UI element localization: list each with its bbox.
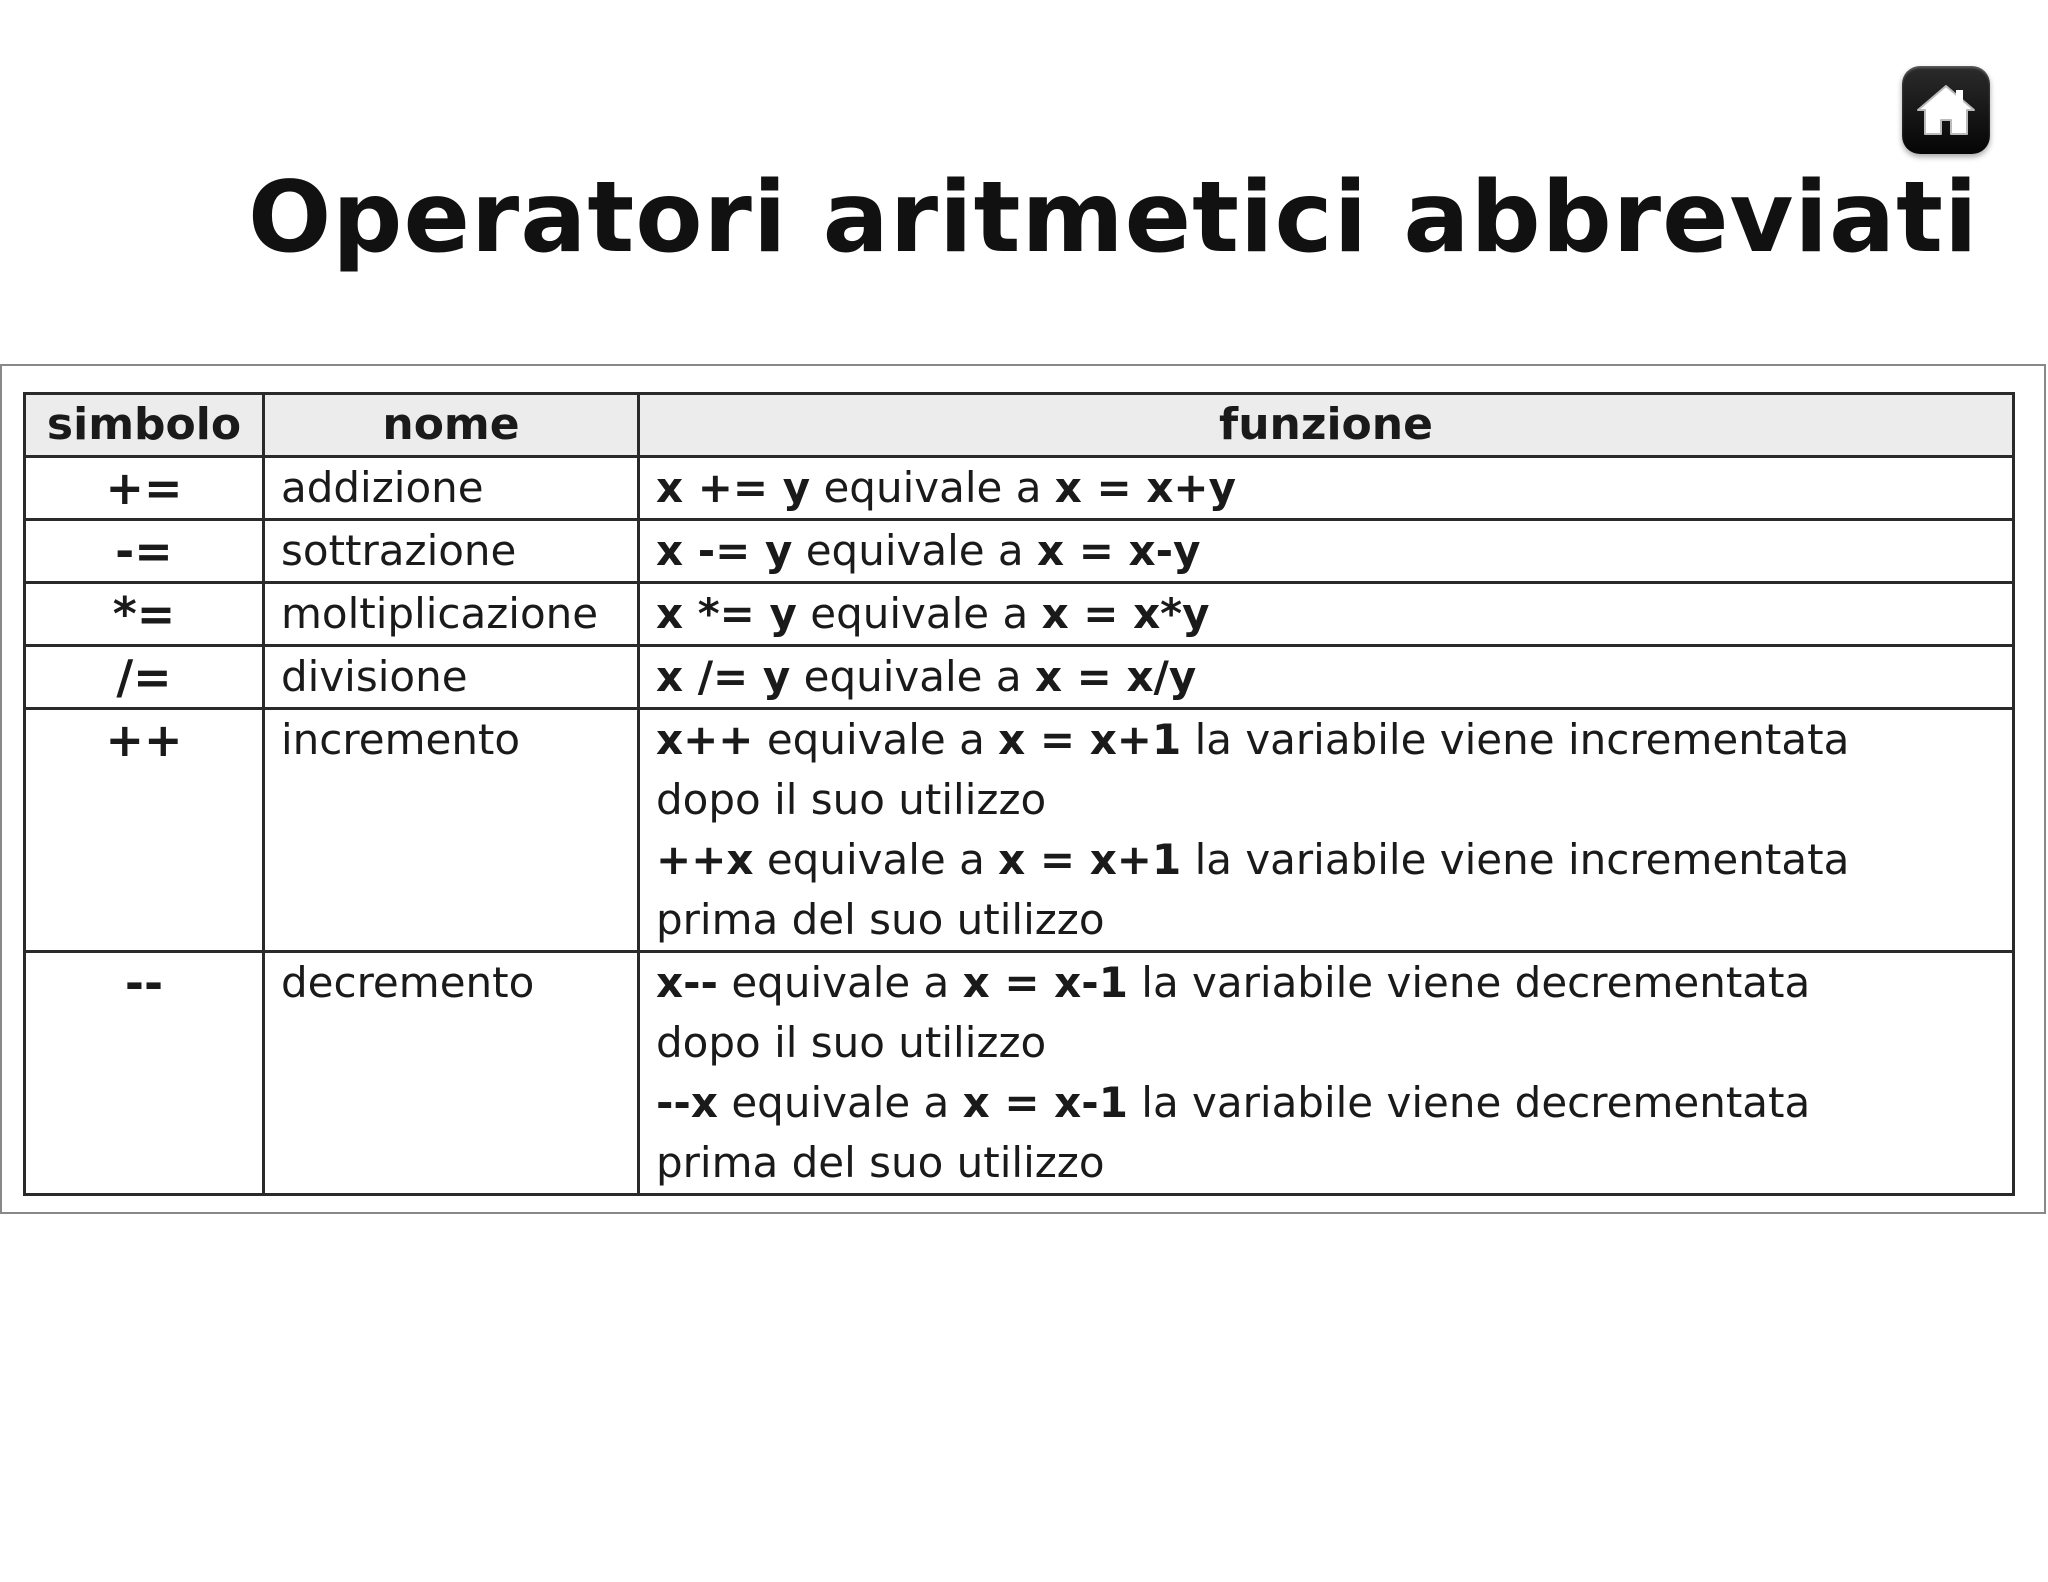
- table-frame: [0, 364, 2046, 1214]
- operators-table: [23, 392, 2015, 1196]
- description-text: dopo il suo utilizzo: [656, 1018, 1047, 1067]
- cell-simbolo: *=: [25, 583, 264, 646]
- funzione-line: [656, 1013, 1996, 1073]
- code-expression: --x: [656, 1078, 718, 1127]
- code-expression: x = x-y: [1037, 526, 1201, 575]
- table-header-row: [25, 394, 2014, 457]
- table-row: [25, 646, 2014, 709]
- cell-funzione: [639, 952, 2014, 1195]
- funzione-line: [656, 647, 1996, 707]
- description-text: la variabile viene decrementata: [1127, 958, 1811, 1007]
- description-text: equivale a: [790, 652, 1035, 701]
- header-nome: nome: [264, 394, 639, 457]
- funzione-line: [656, 953, 1996, 1013]
- funzione-line: [656, 710, 1996, 770]
- cell-simbolo: --: [25, 952, 264, 1195]
- code-expression: x += y: [656, 463, 811, 512]
- description-text: la variabile viene incrementata: [1181, 715, 1850, 764]
- code-expression: x -= y: [656, 526, 793, 575]
- description-text: equivale a: [717, 958, 963, 1007]
- code-expression: x++: [656, 715, 754, 764]
- code-expression: ++x: [656, 835, 754, 884]
- code-expression: x = x+1: [998, 835, 1182, 884]
- description-text: prima del suo utilizzo: [656, 1138, 1105, 1187]
- code-expression: x = x+y: [1054, 463, 1236, 512]
- table-body: [25, 457, 2014, 1195]
- code-expression: x = x-1: [962, 1078, 1128, 1127]
- description-text: equivale a: [753, 715, 999, 764]
- description-text: equivale a: [717, 1078, 963, 1127]
- description-text: equivale a: [792, 526, 1038, 575]
- code-expression: x = x*y: [1041, 589, 1210, 638]
- home-button[interactable]: [1902, 66, 1990, 154]
- description-text: prima del suo utilizzo: [656, 895, 1105, 944]
- code-expression: x *= y: [656, 589, 797, 638]
- funzione-line: [656, 584, 1996, 644]
- home-icon: [1914, 78, 1978, 142]
- code-expression: x /= y: [656, 652, 791, 701]
- table-row: [25, 520, 2014, 583]
- code-expression: x = x/y: [1034, 652, 1197, 701]
- cell-simbolo: -=: [25, 520, 264, 583]
- funzione-line: [656, 830, 1996, 890]
- table-row: [25, 952, 2014, 1195]
- cell-funzione: [639, 709, 2014, 952]
- header-simbolo: simbolo: [25, 394, 264, 457]
- cell-funzione: [639, 583, 2014, 646]
- code-expression: x--: [656, 958, 718, 1007]
- table-row: [25, 709, 2014, 952]
- cell-simbolo: ++: [25, 709, 264, 952]
- cell-nome: addizione: [264, 457, 639, 520]
- cell-simbolo: +=: [25, 457, 264, 520]
- funzione-line: [656, 770, 1996, 830]
- table-row: [25, 457, 2014, 520]
- description-text: dopo il suo utilizzo: [656, 775, 1047, 824]
- cell-nome: decremento: [264, 952, 639, 1195]
- cell-nome: sottrazione: [264, 520, 639, 583]
- description-text: equivale a: [753, 835, 999, 884]
- cell-funzione: [639, 457, 2014, 520]
- cell-nome: moltiplicazione: [264, 583, 639, 646]
- funzione-line: [656, 458, 1996, 518]
- description-text: equivale a: [796, 589, 1042, 638]
- funzione-line: [656, 1073, 1996, 1133]
- funzione-line: [656, 521, 1996, 581]
- header-funzione: funzione: [639, 394, 2014, 457]
- cell-funzione: [639, 520, 2014, 583]
- cell-nome: divisione: [264, 646, 639, 709]
- funzione-line: [656, 890, 1996, 950]
- cell-funzione: [639, 646, 2014, 709]
- description-text: equivale a: [810, 463, 1055, 512]
- description-text: la variabile viene incrementata: [1181, 835, 1850, 884]
- page-title: Operatori aritmetici abbreviati: [248, 161, 1979, 275]
- code-expression: x = x+1: [998, 715, 1182, 764]
- table-row: [25, 583, 2014, 646]
- code-expression: x = x-1: [962, 958, 1128, 1007]
- cell-nome: incremento: [264, 709, 639, 952]
- cell-simbolo: /=: [25, 646, 264, 709]
- funzione-line: [656, 1133, 1996, 1193]
- description-text: la variabile viene decrementata: [1127, 1078, 1811, 1127]
